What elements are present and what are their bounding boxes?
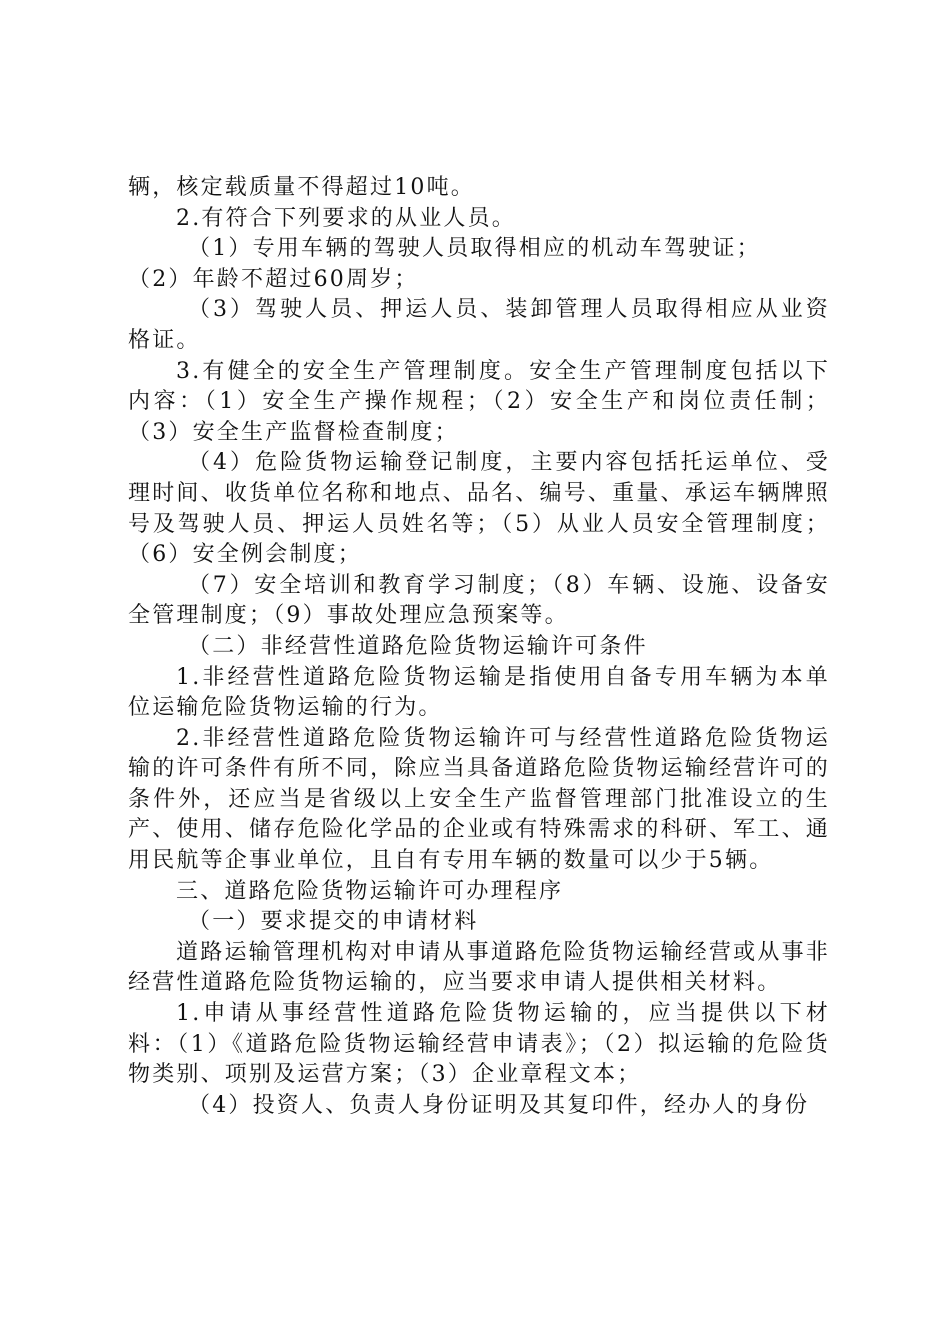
- paragraph: 2.有符合下列要求的从业人员。: [176, 205, 516, 231]
- paragraph: 3.有健全的安全生产管理制度。安全生产管理制度包括以下内容：（1）安全生产操作规程；（2）安全生产和岗位责任制；（3）安全生产监督检查制度；: [128, 358, 830, 445]
- paragraph: （4）投资人、负责人身份证明及其复印件，经办人的身份: [188, 1092, 810, 1118]
- paragraph: （4）危险货物运输登记制度，主要内容包括托运单位、受理时间、收货单位名称和地点、品名、编号、重量、承运车辆牌照号及驾驶人员、押运人员姓名等；（5）从业人员安全管理制度；（6）安全例会制度；: [128, 450, 830, 568]
- paragraph: 道路运输管理机构对申请从事道路危险货物运输经营或从事非经营性道路危险货物运输的，应当要求申请人提供相关材料。: [128, 939, 830, 996]
- section-heading: 三、道路危险货物运输许可办理程序: [176, 878, 564, 904]
- paragraph: 1.非经营性道路危险货物运输是指使用自备专用车辆为本单位运输危险货物运输的行为。: [128, 664, 830, 721]
- paragraph: （2）年龄不超过60周岁；: [128, 266, 419, 292]
- section-heading: （二）非经营性道路危险货物运输许可条件: [188, 633, 648, 659]
- paragraph: （7）安全培训和教育学习制度；（8）车辆、设施、设备安全管理制度；（9）事故处理应急预案等。: [128, 572, 830, 629]
- paragraph: （1）专用车辆的驾驶人员取得相应的机动车驾驶证；: [188, 236, 761, 262]
- paragraph: 2.非经营性道路危险货物运输许可与经营性道路危险货物运输的许可条件有所不同，除应当具备道路危险货物运输经营许可的条件外，还应当是省级以上安全生产监督管理部门批准设立的生产、使用、储存危险化学品的企业或有特殊需求的科研、军工、通用民航等企事业单位，且自有专用车辆的数量可以少于5辆。: [128, 725, 830, 874]
- paragraph: 辆，核定载质量不得超过10吨。: [128, 175, 475, 200]
- section-heading: （一）要求提交的申请材料: [188, 909, 479, 935]
- paragraph: 1.申请从事经营性道路危险货物运输的，应当提供以下材料：（1）《道路危险货物运输经营申请表》；（2）拟运输的危险货物类别、项别及运营方案；（3）企业章程文本；: [128, 1001, 830, 1088]
- paragraph: （3）驾驶人员、押运人员、装卸管理人员取得相应从业资格证。: [128, 297, 830, 353]
- document-body: [128, 173, 830, 1121]
